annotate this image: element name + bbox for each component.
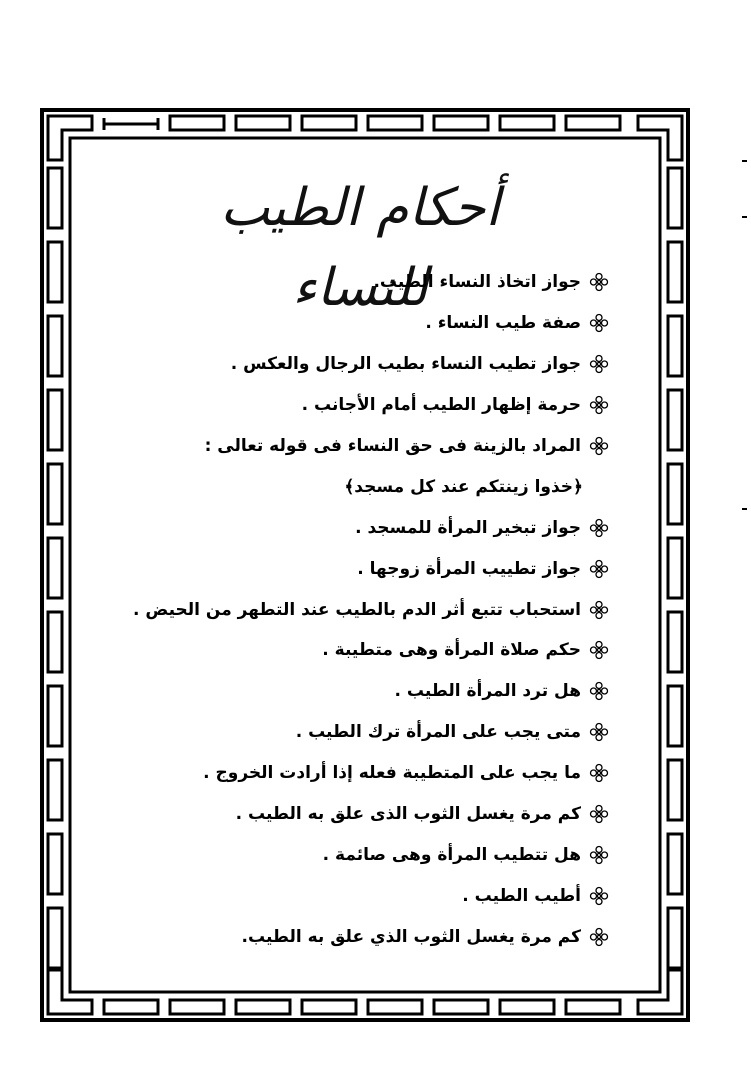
list-item-text: صفة طيب النساء . [425,313,581,334]
list-item [109,630,609,671]
list-item-text: حكم صلاة المرأة وهى متطيبة . [322,640,581,661]
topic-list [109,262,609,957]
list-item-text: ما يجب على المتطيبة فعله إذا أرادت الخروج . [203,763,581,784]
list-item-text: كم مرة يغسل الثوب الذي علق به الطيب. [241,926,581,947]
list-item-text: جواز تطييب المرأة زوجها . [357,558,581,579]
list-item-text: ﴿خذوا زينتكم عند كل مسجد﴾ [344,477,583,498]
flower-bullet-icon [589,640,609,660]
list-item [109,753,609,794]
flower-bullet-icon [589,886,609,906]
list-item [109,466,609,507]
flower-bullet-icon [589,272,609,292]
flower-bullet-icon [589,681,609,701]
flower-bullet-icon [589,763,609,783]
flower-bullet-icon [589,722,609,742]
list-item-text: جواز اتخاذ النساء الطيب. [373,272,581,293]
list-item-text: هل ترد المرأة الطيب . [394,681,581,702]
edge-mark [742,160,747,162]
list-item-text: متى يجب على المرأة ترك الطيب . [295,722,581,743]
flower-bullet-icon [589,927,609,947]
flower-bullet-icon [589,559,609,579]
flower-bullet-icon [589,518,609,538]
list-item [109,303,609,344]
flower-bullet-icon [589,436,609,456]
edge-mark [742,216,747,218]
page-title: أحكام الطيب للنساء [220,178,500,318]
list-item-text: أطيب الطيب . [462,885,581,906]
edge-mark [742,508,747,510]
list-item [109,834,609,875]
list-item [109,507,609,548]
flower-bullet-icon [589,804,609,824]
list-item-text: حرمة إظهار الطيب أمام الأجانب . [301,395,581,416]
flower-bullet-icon [589,395,609,415]
list-item-text: جواز تبخير المرأة للمسجد . [355,517,581,538]
flower-bullet-icon [589,313,609,333]
list-item [109,916,609,957]
list-item-text: استحباب تتبع أثر الدم بالطيب عند التطهر من الحيض . [133,599,581,620]
list-item-text: جواز تطيب النساء بطيب الرجال والعكس . [230,354,581,375]
list-item [109,426,609,467]
list-item [109,262,609,303]
list-item-text: المراد بالزينة فى حق النساء فى قوله تعالى : [204,436,581,456]
list-item [109,548,609,589]
flower-bullet-icon [589,845,609,865]
list-item [109,794,609,835]
list-item [109,875,609,916]
list-item [109,385,609,426]
list-item [109,344,609,385]
list-item-text: كم مرة يغسل الثوب الذى علق به الطيب . [235,804,581,825]
flower-bullet-icon [589,354,609,374]
list-item [109,589,609,630]
flower-bullet-icon [589,600,609,620]
list-item-text: هل تتطيب المرأة وهى صائمة . [322,844,581,865]
list-item [109,712,609,753]
list-item [109,671,609,712]
